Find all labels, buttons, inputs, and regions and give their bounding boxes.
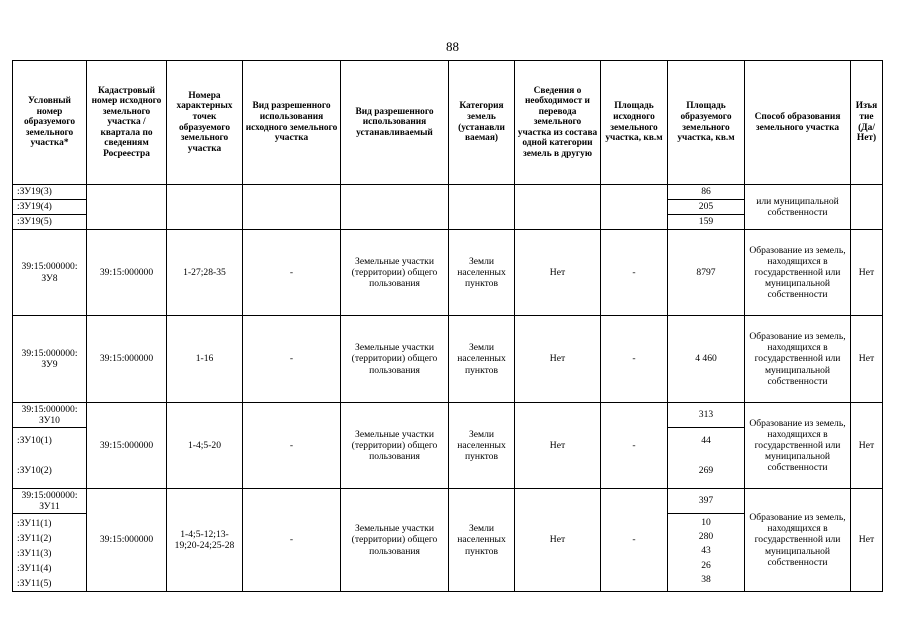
formation-method: Образование из земель, находящихся в государственной или муниципальной собственности <box>745 489 851 592</box>
source-use: - <box>243 403 341 489</box>
header-cell: Площадь образуемого земельного участка, кв.м <box>668 61 745 185</box>
permitted-use: Земельные участки (территории) общего пользования <box>341 230 449 316</box>
source-use: - <box>243 230 341 316</box>
cadastral-number: 39:15:000000 <box>87 489 167 592</box>
page-number: 88 <box>446 39 459 54</box>
plot-id: 39:15:000000: ЗУ10 <box>13 403 87 428</box>
empty-cell <box>851 185 883 230</box>
formation-method: Образование из земель, находящихся в государственной или муниципальной собственности <box>745 316 851 403</box>
header-cell: Номера характерных точек образуемого земельного участка <box>167 61 243 185</box>
plot-area: 159 <box>668 215 745 230</box>
permitted-use: Земельные участки (территории) общего пользования <box>341 316 449 403</box>
boundary-points: 1-16 <box>167 316 243 403</box>
plot-id: :ЗУ19(3) <box>13 185 87 200</box>
source-area: - <box>601 489 668 592</box>
category-transfer: Нет <box>515 316 601 403</box>
seizure: Нет <box>851 316 883 403</box>
subplot-id: :ЗУ11(4) <box>17 563 52 574</box>
header-cell: Условный номер образуемого земельного участка* <box>13 61 87 185</box>
subplot-id: :ЗУ10(1) <box>13 428 87 453</box>
header-cell: Вид разрешенного использования устанавливаемый <box>341 61 449 185</box>
subplot-id-list <box>13 514 87 592</box>
header-row <box>13 61 883 185</box>
plot-id: 39:15:000000: ЗУ9 <box>13 316 87 403</box>
subplot-id: :ЗУ10(2) <box>13 453 87 489</box>
empty-cell <box>243 185 341 230</box>
permitted-use: Земельные участки (территории) общего пользования <box>341 403 449 489</box>
plot-id: 39:15:000000: ЗУ8 <box>13 230 87 316</box>
table-row <box>13 185 883 200</box>
plot-id: :ЗУ19(5) <box>13 215 87 230</box>
source-use: - <box>243 316 341 403</box>
empty-cell <box>87 185 167 230</box>
category-transfer: Нет <box>515 489 601 592</box>
empty-cell <box>601 185 668 230</box>
header-cell: Площадь исходного земельного участка, кв.м <box>601 61 668 185</box>
boundary-points: 1-4;5-20 <box>167 403 243 489</box>
formation-method: или муниципальной собственности <box>745 185 851 230</box>
subplot-area: 43 <box>701 545 711 557</box>
cadastral-number: 39:15:000000 <box>87 403 167 489</box>
source-use: - <box>243 489 341 592</box>
seizure: Нет <box>851 403 883 489</box>
land-category: Земли населенных пунктов <box>449 316 515 403</box>
subplot-area: 38 <box>701 573 711 585</box>
header-cell: Сведения о необходимост и перевода земельного участка из состава одной категории земель в другую <box>515 61 601 185</box>
cadastral-number: 39:15:000000 <box>87 230 167 316</box>
land-category: Земли населенных пунктов <box>449 489 515 592</box>
subplot-id: :ЗУ11(2) <box>17 533 52 544</box>
header-cell: Категория земель (устанавли ваемая) <box>449 61 515 185</box>
subplot-area: 269 <box>668 453 745 489</box>
subplot-area: 10 <box>701 517 711 528</box>
table-row <box>13 489 883 514</box>
plot-area: 313 <box>668 403 745 428</box>
plot-area: 397 <box>668 489 745 514</box>
source-area: - <box>601 403 668 489</box>
empty-cell <box>341 185 449 230</box>
category-transfer: Нет <box>515 230 601 316</box>
plot-area: 86 <box>668 185 745 200</box>
header-cell: Вид разрешенного использования исходного земельного участка <box>243 61 341 185</box>
seizure: Нет <box>851 230 883 316</box>
header-cell: Способ образования земельного участка <box>745 61 851 185</box>
subplot-id: :ЗУ11(1) <box>17 518 52 529</box>
plot-id: :ЗУ19(4) <box>13 200 87 215</box>
cadastral-number: 39:15:000000 <box>87 316 167 403</box>
land-plots-table <box>12 60 883 592</box>
table-row <box>13 403 883 428</box>
permitted-use: Земельные участки (территории) общего пользования <box>341 489 449 592</box>
subplot-id: :ЗУ11(5) <box>17 578 52 589</box>
table-row <box>13 316 883 403</box>
boundary-points: 1-27;28-35 <box>167 230 243 316</box>
plot-area: 205 <box>668 200 745 215</box>
empty-cell <box>167 185 243 230</box>
source-area: - <box>601 316 668 403</box>
empty-cell <box>449 185 515 230</box>
plot-id: 39:15:000000: ЗУ11 <box>13 489 87 514</box>
subplot-area-list <box>668 514 745 592</box>
boundary-points: 1-4;5-12;13-19;20-24;25-28 <box>167 489 243 592</box>
table-row <box>13 230 883 316</box>
plot-area: 8797 <box>668 230 745 316</box>
empty-cell <box>515 185 601 230</box>
header-cell: Кадастровый номер исходного земельного участка / квартала по сведениям Росреестра <box>87 61 167 185</box>
subplot-area: 26 <box>701 559 711 571</box>
land-category: Земли населенных пунктов <box>449 230 515 316</box>
source-area: - <box>601 230 668 316</box>
formation-method: Образование из земель, находящихся в государственной или муниципальной собственности <box>745 403 851 489</box>
plot-area: 4 460 <box>668 316 745 403</box>
subplot-id: :ЗУ11(3) <box>17 548 52 559</box>
seizure: Нет <box>851 489 883 592</box>
land-category: Земли населенных пунктов <box>449 403 515 489</box>
header-cell: Изъя тие (Да/ Нет) <box>851 61 883 185</box>
category-transfer: Нет <box>515 403 601 489</box>
subplot-area: 44 <box>668 428 745 453</box>
formation-method: Образование из земель, находящихся в государственной или муниципальной собственности <box>745 230 851 316</box>
subplot-area: 280 <box>698 531 714 543</box>
